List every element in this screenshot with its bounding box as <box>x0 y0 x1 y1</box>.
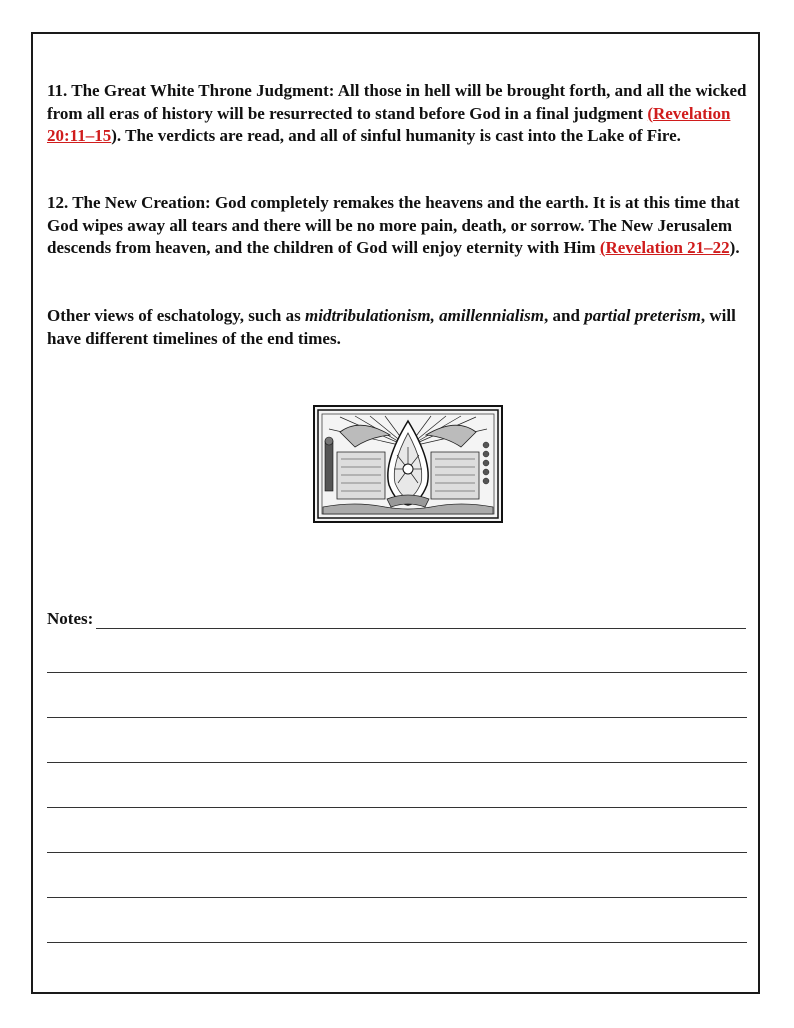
notes-line[interactable] <box>47 762 747 763</box>
notes-line[interactable] <box>47 897 747 898</box>
other-views-tail: , will have different timelines of the end times. <box>47 306 736 348</box>
notes-line[interactable] <box>47 672 747 673</box>
revelation-21-22-link[interactable]: (Revelation 21–22 <box>599 238 730 257</box>
paragraph-12-tail: . <box>735 238 740 257</box>
paragraph-11-text: 11. The Great White Throne Judgment: All those in hell will be brought forth, and all the wicked from all eras of history will be resurrected to stand before God in a final judgment <box>47 81 747 123</box>
throne-engraving-image <box>313 405 503 523</box>
other-views-mid: , and <box>544 306 585 325</box>
paragraph-great-white-throne <box>47 80 747 148</box>
notes-line[interactable] <box>47 852 747 853</box>
notes-first-line[interactable] <box>96 628 746 629</box>
paragraph-12-text: 12. The New Creation: God completely remakes the heavens and the earth. It is at this time that God wipes away all tears and there will be no more pain, death, or sorrow. The New Jerusalem descends from heaven, and the children of God will enjoy eternity with Him <box>47 193 740 257</box>
paragraph-11-tail: . The verdicts are read, and all of sinful humanity is cast into the Lake of Fire. <box>116 126 681 145</box>
paragraph-12-ref-close: ) <box>729 238 736 257</box>
notes-line[interactable] <box>47 807 747 808</box>
term-partial-preterism: partial preterism <box>584 306 701 325</box>
term-midtrib-amillennial: midtribulationism, amillennialism <box>305 306 545 325</box>
paragraph-other-views <box>47 305 747 350</box>
notes-line[interactable] <box>47 717 747 718</box>
other-views-lead: Other views of eschatology, such as <box>47 306 305 325</box>
notes-line[interactable] <box>47 942 747 943</box>
paragraph-11-ref-close: ) <box>111 126 117 145</box>
paragraph-new-creation <box>47 192 747 260</box>
revelation-20-link[interactable]: (Revelation 20:11–15 <box>47 103 731 145</box>
throne-engraving-icon <box>315 407 501 521</box>
notes-label: Notes: <box>47 609 94 628</box>
